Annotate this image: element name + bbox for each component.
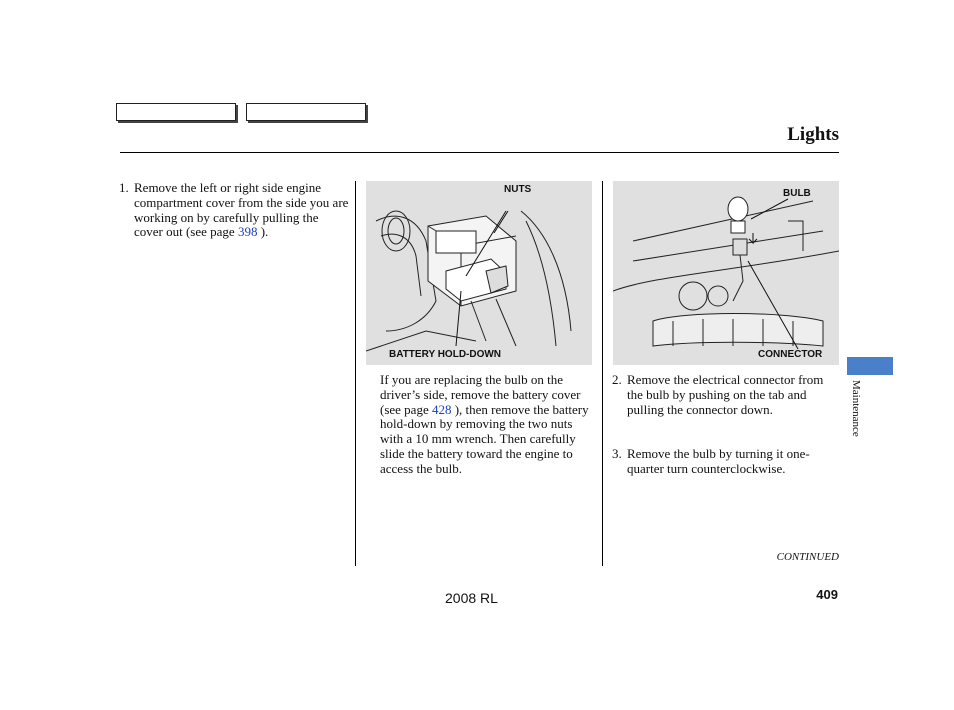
battery-illustration bbox=[366, 181, 592, 365]
battery-instructions bbox=[380, 373, 596, 477]
step-3-text: Remove the bulb by turning it one-quarter turn counterclockwise. bbox=[627, 446, 810, 476]
step-3 bbox=[612, 447, 840, 477]
page-number: 409 bbox=[816, 587, 838, 602]
section-side-label: Maintenance bbox=[850, 380, 862, 437]
battery-text: If you are replacing the bulb on the driver’s side, remove the battery cover (see page bbox=[380, 372, 581, 417]
column-divider-1 bbox=[355, 181, 356, 566]
section-tab[interactable] bbox=[847, 357, 893, 375]
nuts-label: NUTS bbox=[504, 184, 532, 195]
continued-label: CONTINUED bbox=[776, 551, 839, 563]
battery-holddown-label: BATTERY HOLD-DOWN bbox=[389, 349, 502, 360]
step-2-text: Remove the electrical connector from the bulb by pushing on the tab and pulling the connector down. bbox=[627, 372, 824, 417]
step-3-number: 3. bbox=[612, 446, 622, 461]
page-link-398[interactable]: 398 bbox=[237, 224, 258, 240]
bulb-label: BULB bbox=[783, 188, 811, 199]
nav-button-2[interactable] bbox=[246, 103, 366, 121]
connector-label: CONNECTOR bbox=[758, 349, 823, 360]
battery-text-end: ), then remove the battery hold-down by removing the two nuts with a 10 mm wrench. Then carefully slide the battery toward the engine to access the bulb. bbox=[380, 401, 589, 476]
step-1-text-end: ). bbox=[257, 224, 269, 240]
column-divider-2 bbox=[602, 181, 603, 566]
step-1-number: 1. bbox=[119, 180, 129, 195]
step-2 bbox=[612, 373, 840, 417]
step-1-text: Remove the left or right side engine compartment cover from the side you are working on by carefully pulling the cover out (see page bbox=[134, 180, 349, 240]
nav-button-1[interactable] bbox=[116, 103, 236, 121]
footer-model: 2008 RL bbox=[445, 590, 498, 606]
page-link-428[interactable]: 428 bbox=[431, 401, 452, 417]
step-2-number: 2. bbox=[612, 372, 622, 387]
title-divider bbox=[120, 152, 839, 153]
page-title: Lights bbox=[787, 124, 839, 145]
bulb-connector-figure bbox=[613, 181, 839, 365]
step-1 bbox=[119, 181, 349, 240]
battery-holddown-figure bbox=[366, 181, 592, 365]
bulb-illustration bbox=[613, 181, 839, 365]
